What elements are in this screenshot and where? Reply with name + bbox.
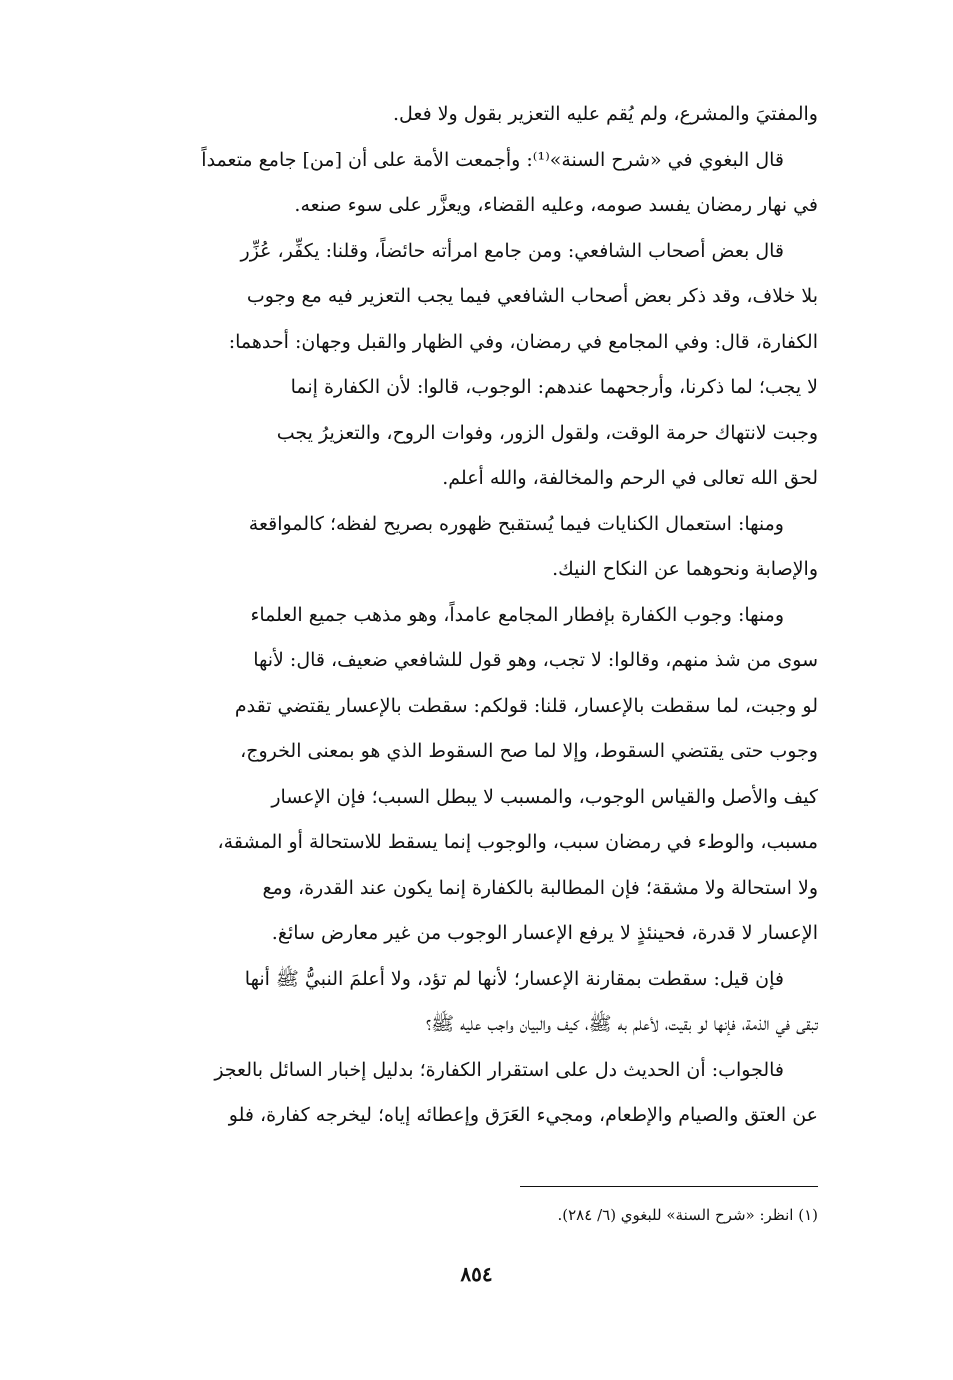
text-line: كيف والأصل والقياس الوجوب، والمسبب لا يبطل السبب؛ فإن الإعسار	[271, 785, 818, 808]
text-line: مسبب، والوطء في رمضان سبب، والوجوب إنما يسقط للاستحالة أو المشقة،	[217, 831, 818, 853]
text-line: عن العتق والصيام والإطعام، ومجيء العَرَق وإعطائه إياه؛ ليخرجه كفارة، فلو	[228, 1104, 818, 1126]
footnote: (١) انظر: «شرح السنة» للبغوي (٦/ ٢٨٤).	[557, 1206, 818, 1224]
text-line: وجوب حتى يقتضي السقوط، وإلا لما صح السقوط الذي هو بمعنى الخروج،	[240, 740, 818, 762]
footnote-divider	[520, 1186, 818, 1187]
text-line: سوى من شذ منهم، وقالوا: لا تجب، وهو قول للشافعي ضعيف، قال: لأنها	[253, 649, 818, 671]
text-line: في نهار رمضان يفسد صومه، وعليه القضاء، ويعزَّر على سوء صنعه.	[294, 194, 818, 216]
text-line: ومنها: وجوب الكفارة بإفطار المجامع عامداً، وهو مذهب جميع العلماء	[250, 603, 784, 626]
text-line: قال بعض أصحاب الشافعي: ومن جامع امرأته حائضاً، وقلنا: يكفِّر، عُزِّر	[240, 239, 784, 262]
text-line: وجبت لانتهاك حرمة الوقت، ولقول الزور، وفوات الروح، والتعزيرُ يجب	[276, 421, 818, 444]
text-line: بلا خلاف، وقد ذكر بعض أصحاب الشافعي فيما يجب التعزير فيه مع وجوب	[246, 285, 818, 307]
text-line: الكفارة، قال: وفي المجامع في رمضان، وفي الظهار والقبل وجهان: أحدهما:	[228, 330, 818, 353]
text-line: فإن قيل: سقطت بمقارنة الإعسار؛ لأنها لم تؤد، ولا أعلمَ النبيُّ ﷺ أنها	[244, 967, 784, 990]
body-text	[100, 92, 818, 1139]
text-line: لحق الله تعالى في الرحم والمخالفة، والله أعلم.	[442, 467, 818, 489]
text-line: الإعسار لا قدرة، فحينئذٍ لا يرفع الإعسار الوجوب من غير معارض سائغ.	[271, 922, 818, 944]
text-line: لو وجبت، لما سقطت بالإعسار، قلنا: قولكم: سقطت بالإعسار يقتضي تقدم	[234, 694, 818, 717]
text-line: تبقى في الذمة، فإنها لو بقيت، لأعلم به ﷺ، كيف والبيان واجب عليه ﷺ؟	[425, 1013, 818, 1035]
text-line: لا يجب؛ لما ذكرنا، وأرجحهما عندهم: الوجوب، قالوا: لأن الكفارة إنما	[290, 376, 818, 398]
text-line: ولا استحالة ولا مشقة؛ فإن المطالبة بالكفارة إنما يكون عند القدرة، ومع	[262, 876, 818, 899]
text-line: قال البغوي في «شرح السنة»⁽¹⁾: وأجمعت الأمة على أن [من] جامع متعمداً	[201, 148, 784, 171]
text-line: فالجواب: أن الحديث دل على استقرار الكفارة؛ بدليل إخبار السائل بالعجز	[214, 1058, 784, 1081]
text-line: والإصابة ونحوهما عن النكاح النيك.	[552, 558, 818, 580]
text-line: والمفتيَ والمشرع، ولم يُقم عليه التعزير بقول ولا فعل.	[393, 103, 818, 125]
text-line: ومنها: استعمال الكنايات فيما يُستقبح ظهوره بصريح لفظه؛ كالمواقعة	[248, 512, 784, 535]
page-number: ٨٥٤	[460, 1262, 493, 1286]
